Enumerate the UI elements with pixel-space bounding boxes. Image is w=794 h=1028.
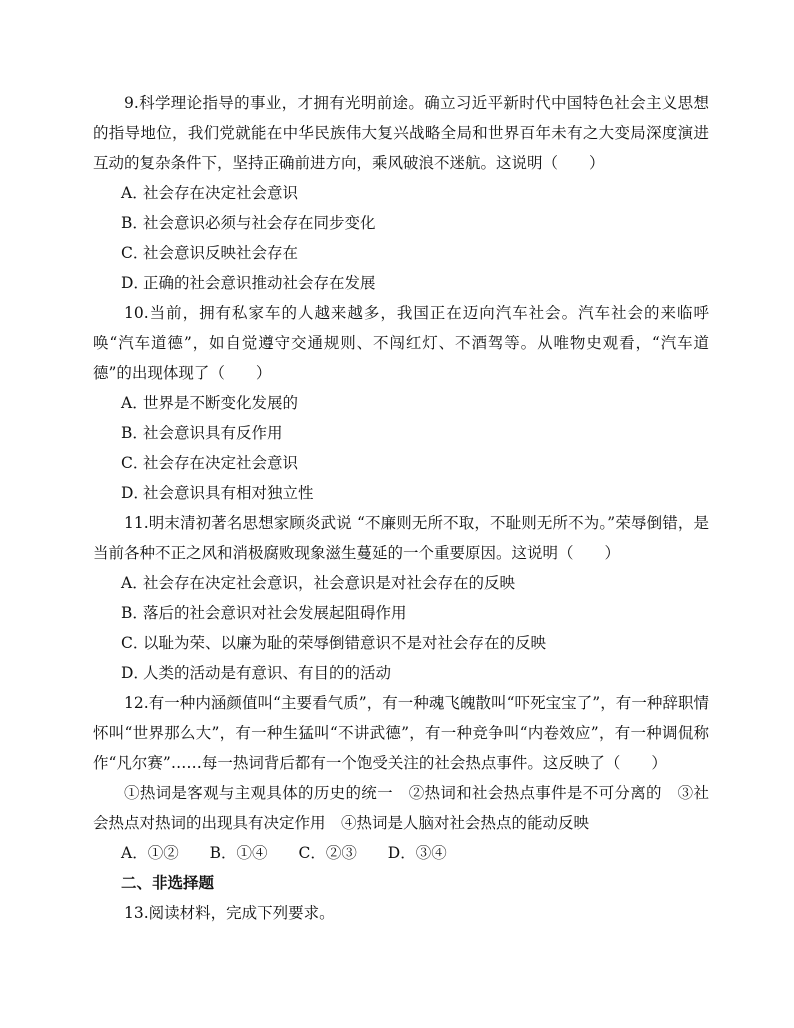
question-10-option-a: A．世界是不断变化发展的 [121, 394, 299, 412]
question-12-statements: ①热词是客观与主观具体的历史的统一 ②热词和社会热点事件是不可分离的 ③社会热点对热词的出现具有决定作用 ④热词是人脑对社会热点的能动反映 [93, 784, 709, 832]
question-9 [93, 88, 709, 298]
question-10-option-c: C．社会存在决定社会意识 [121, 454, 299, 472]
question-9-option-d: D．正确的社会意识推动社会存在发展 [121, 274, 376, 292]
question-11-option-a: A．社会存在决定社会意识，社会意识是对社会存在的反映 [121, 574, 516, 592]
question-9-option-c: C．社会意识反映社会存在 [121, 244, 299, 262]
question-12-stem: 12.有一种内涵颜值叫“主要看气质”，有一种魂飞魄散叫“吓死宝宝了”，有一种辞职情怀叫“世界那么大”，有一种生猛叫“不讲武德”，有一种竞争叫“内卷效应”，有一种调侃称作“凡尔赛”……每一热词背后都有一个饱受关注的社会热点事件。这反映了（ ） [93, 694, 709, 772]
question-10 [93, 298, 709, 508]
question-13-stem: 13.阅读材料，完成下列要求。 [124, 904, 335, 922]
question-12-option-b: B．①④ [209, 844, 268, 862]
question-12-option-a: A．①② [121, 844, 179, 862]
question-11-stem: 11.明末清初著名思想家顾炎武说 “不廉则无所不取，不耻则无所不为。”荣辱倒错，是当前各种不正之风和消极腐败现象滋生蔓延的一个重要原因。这说明（ ） [93, 514, 709, 562]
question-12-option-d: D．③④ [387, 844, 447, 862]
question-10-stem: 10.当前，拥有私家车的人越来越多，我国正在迈向汽车社会。汽车社会的来临呼唤“汽车道德”，如自觉遵守交通规则、不闯红灯、不酒驾等。从唯物史观看，“汽车道德”的出现体现了（ ） [93, 304, 709, 382]
question-10-option-b: B．社会意识具有反作用 [121, 424, 283, 442]
question-11-option-b: B．落后的社会意识对社会发展起阻碍作用 [121, 604, 407, 622]
question-content [93, 88, 709, 928]
section-heading: 二、非选择题 [121, 873, 215, 892]
question-11-option-c: C．以耻为荣、以廉为耻的荣辱倒错意识不是对社会存在的反映 [121, 634, 547, 652]
question-10-option-d: D．社会意识具有相对独立性 [121, 484, 314, 502]
question-11-option-d: D．人类的活动是有意识、有目的的活动 [121, 664, 392, 682]
question-12 [93, 688, 709, 868]
question-12-options [93, 838, 709, 868]
question-9-stem: 9.科学理论指导的事业，才拥有光明前途。确立习近平新时代中国特色社会主义思想的指导地位，我们党就能在中华民族伟大复兴战略全局和世界百年未有之大变局深度演进互动的复杂条件下，坚持正确前进方向，乘风破浪不迷航。这说明（ ） [93, 94, 709, 172]
question-11 [93, 508, 709, 688]
question-9-option-a: A．社会存在决定社会意识 [121, 184, 299, 202]
question-9-option-b: B．社会意识必须与社会存在同步变化 [121, 214, 376, 232]
question-12-option-c: C．②③ [298, 844, 357, 862]
